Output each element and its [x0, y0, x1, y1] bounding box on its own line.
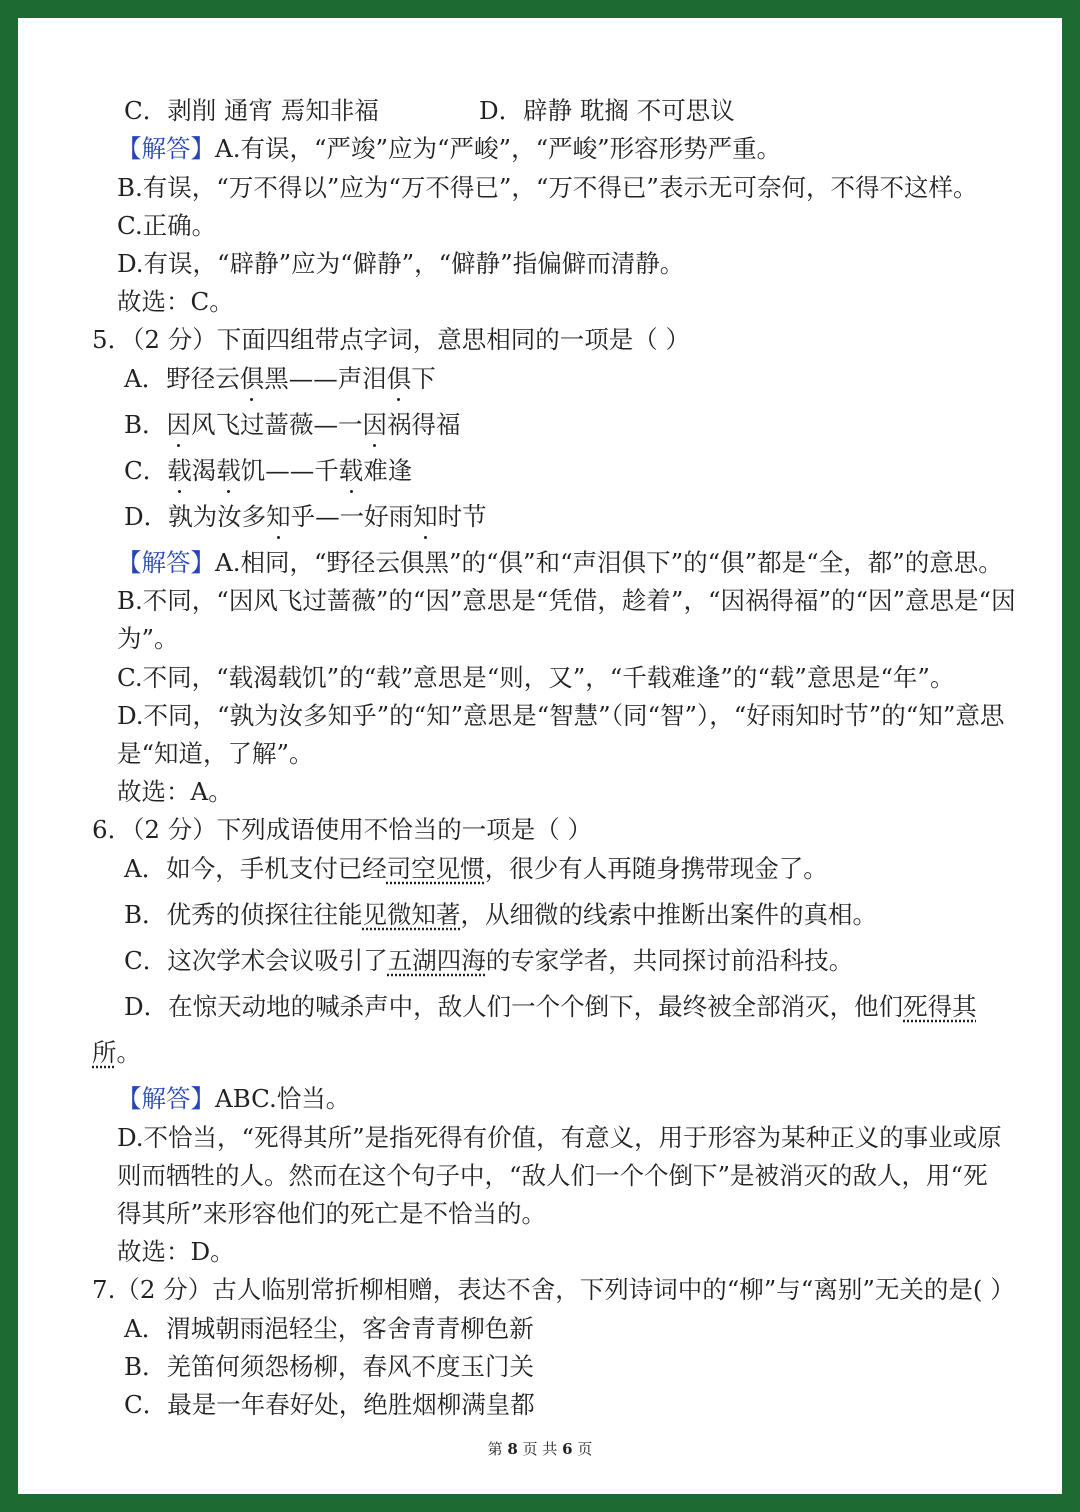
answer-line: [117, 1082, 350, 1116]
answer-tag: 【解答】: [117, 134, 215, 163]
dotted-idiom: 见微知著: [362, 900, 461, 929]
answer-line: D.不同，“孰为汝多知乎”的“知”意思是“智慧”（同“智”），“好雨知时节”的“知”意思: [117, 701, 1005, 730]
answer-text: A.相同，“野径云俱黑”的“俱”和“声泪俱下”的“俱”都是“全，都”的意思。: [215, 548, 1003, 577]
dotted-idiom: 五湖四海: [387, 946, 486, 975]
answer-line: B.不同，“因风飞过蔷薇”的“因”意思是“凭借，趁着”，“因祸得福”的“因”意思是“因: [117, 586, 1016, 615]
answer-line: 得其所”来形容他们的死亡是不恰当的。: [117, 1199, 547, 1228]
answer-line: [117, 546, 1003, 580]
question-5-option-c: C．载渴载饥——千载难逢: [124, 454, 412, 488]
answer-tag: 【解答】: [117, 548, 215, 577]
question-7-option-c: C．最是一年春好处，绝胜烟柳满皇都: [124, 1390, 535, 1419]
question-5-stem: 5．（2 分）下面四组带点字词，意思相同的一项是（ ）: [92, 325, 690, 354]
answer-text: A.有误，“严竣”应为“严峻”，“严峻”形容形势严重。: [215, 134, 782, 163]
question-7-option-b: B．羌笛何须怨杨柳，春风不度玉门关: [124, 1352, 535, 1381]
page-footer: 第 8 页 共 6 页: [487, 1440, 593, 1458]
question-6-option-a: A．如今，手机支付已经司空见惯，很少有人再随身携带现金了。: [124, 854, 828, 883]
answer-line: D.有误，“辟静”应为“僻静”，“僻静”指偏僻而清静。: [117, 249, 685, 278]
question-6-option-b: B．优秀的侦探往往能见微知著，从细微的线索中推断出案件的真相。: [124, 900, 878, 929]
answer-choice: 故选：A。: [117, 777, 233, 806]
question-5-option-d: D．孰为汝多知乎—一好雨知时节: [124, 500, 487, 534]
dotted-idiom: 死得其: [903, 992, 977, 1021]
question-6-stem: 6．（2 分）下列成语使用不恰当的一项是（ ）: [92, 815, 592, 844]
question-6-option-d-cont: 所。: [92, 1038, 141, 1067]
answer-choice: 故选：C。: [117, 287, 234, 316]
answer-line: [117, 132, 781, 166]
page-number: 8: [507, 1440, 518, 1458]
answer-line: 为”。: [117, 624, 179, 653]
question-5-option-b: B．因风飞过蔷薇—一因祸得福: [124, 408, 461, 442]
option-d: D．辟静 耽搁 不可思议: [479, 96, 735, 125]
question-7-option-a: A．渭城朝雨浥轻尘，客舍青青柳色新: [124, 1314, 534, 1343]
answer-line: C.正确。: [117, 211, 217, 240]
answer-line: C.不同，“载渴载饥”的“载”意思是“则，又”，“千载难逢”的“载”意思是“年”。: [117, 663, 955, 692]
question-6-option-c: C．这次学术会议吸引了五湖四海的专家学者，共同探讨前沿科技。: [124, 946, 854, 975]
answer-line: 则而牺牲的人。然而在这个句子中，“敌人们一个个倒下”是被消灭的敌人，用“死: [117, 1161, 988, 1190]
answer-line: D.不恰当，“死得其所”是指死得有价值，有意义，用于形容为某种正义的事业或原: [117, 1123, 1002, 1152]
question-5-option-a: A．野径云俱黑——声泪俱下: [124, 362, 436, 396]
question-6-option-d: D．在惊天动地的喊杀声中，敌人们一个个倒下，最终被全部消灭，他们死得其: [124, 992, 977, 1021]
dotted-idiom: 所: [92, 1038, 117, 1067]
answer-tag: 【解答】: [117, 1084, 215, 1113]
option-line: [124, 94, 735, 128]
document-page: [18, 18, 1062, 1494]
dotted-idiom: 司空见惯: [386, 854, 485, 883]
page-total: 6: [562, 1440, 573, 1458]
option-c: C．剥削 通宵 焉知非福: [124, 96, 379, 125]
question-7-stem: 7.（2 分）古人临别常折柳相赠，表达不舍，下列诗词中的“柳”与“离别”无关的是( ）: [92, 1275, 1015, 1304]
answer-text: ABC.恰当。: [215, 1084, 351, 1113]
answer-choice: 故选：D。: [117, 1237, 235, 1266]
answer-line: B.有误，“万不得以”应为“万不得已”，“万不得已”表示无可奈何，不得不这样。: [117, 173, 978, 202]
answer-line: 是“知道，了解”。: [117, 739, 314, 768]
